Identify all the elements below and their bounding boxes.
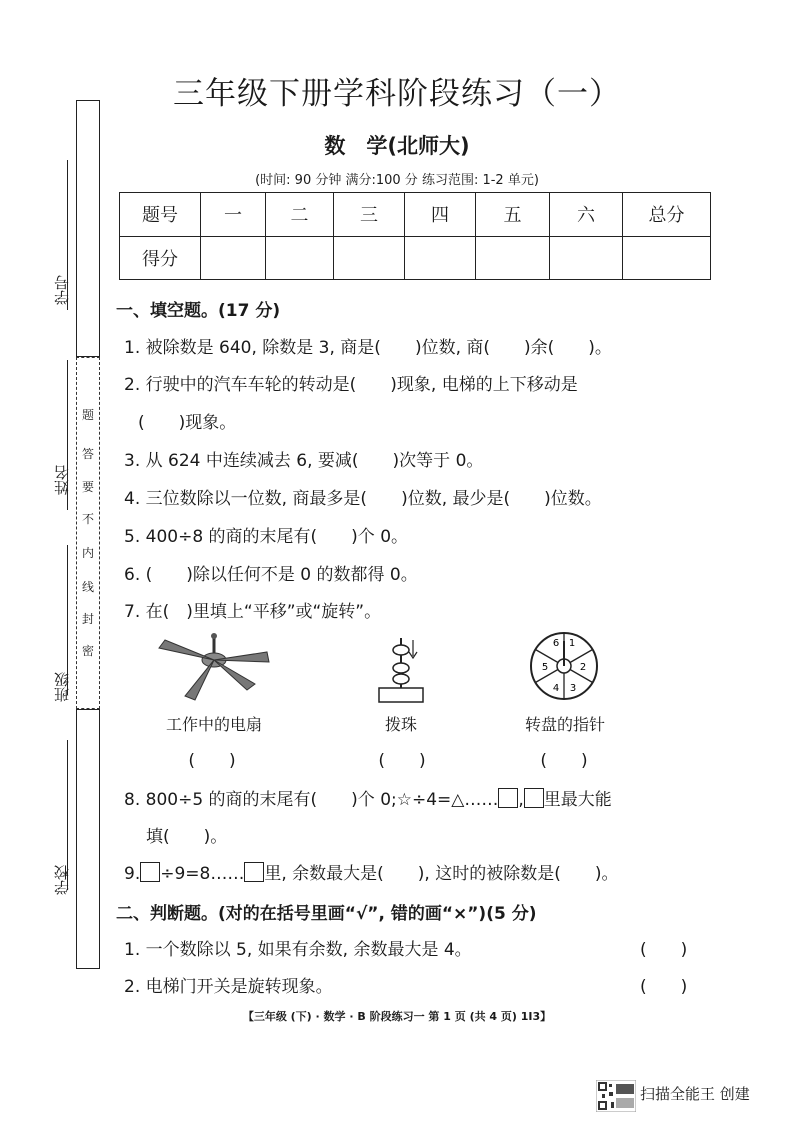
seal-char: 题 <box>81 408 94 422</box>
qr-code-icon <box>596 1080 636 1112</box>
seal-char: 线 <box>81 580 94 594</box>
seal-char: 封 <box>81 612 94 626</box>
answer-paren-fan[interactable]: ( ) <box>188 751 236 771</box>
blank-square[interactable] <box>524 788 544 808</box>
table-cell: 三 <box>334 193 405 237</box>
section1-heading: 一、填空题。(17 分) <box>116 301 281 321</box>
question-1-2: 2. 行驶中的汽车车轮的转动是( )现象, 电梯的上下移动是 <box>124 375 578 395</box>
question-2-1: 1. 一个数除以 5, 如果有余数, 余数最大是 4。 <box>124 940 472 960</box>
question-1-8-comma: , <box>518 790 524 810</box>
question-1-2-cont: ( )现象。 <box>138 413 237 433</box>
answer-paren-2-2[interactable]: ( ) <box>640 977 688 997</box>
score-cell[interactable] <box>476 236 550 280</box>
answer-paren-spinner[interactable]: ( ) <box>540 751 588 771</box>
section2-heading: 二、判断题。(对的在括号里画“√”, 错的画“×”)(5 分) <box>116 904 537 924</box>
question-1-7: 7. 在( )里填上“平移”或“旋转”。 <box>124 602 382 622</box>
student-no-label: 学号 <box>53 275 71 305</box>
table-cell: 题号 <box>120 193 201 237</box>
exam-note: (时间: 90 分钟 满分:100 分 练习范围: 1-2 单元) <box>255 173 539 188</box>
question-1-9-tail: 里, 余数最大是( ), 这时的被除数是( )。 <box>264 864 619 884</box>
question-1-8-cont: 填( )。 <box>146 827 228 847</box>
picture-label-fan: 工作中的电扇 <box>165 715 262 734</box>
question-1-8-tail: 里最大能 <box>543 790 612 810</box>
wheel-number: 3 <box>569 683 577 694</box>
score-cell[interactable] <box>405 236 476 280</box>
class-label: 班级 <box>53 672 71 702</box>
wheel-number: 2 <box>579 662 587 673</box>
school-label: 学校 <box>53 865 71 895</box>
score-table-header-row <box>120 193 711 237</box>
question-1-9-text: ÷9=8…… <box>160 864 245 884</box>
table-cell: 一 <box>201 193 266 237</box>
picture-label-spinner: 转盘的指针 <box>524 715 605 734</box>
answer-paren-abacus[interactable]: ( ) <box>378 751 426 771</box>
subject-title: 数 学(北师大) <box>324 134 470 158</box>
score-cell[interactable] <box>623 236 711 280</box>
score-cell[interactable] <box>334 236 405 280</box>
blank-square[interactable] <box>140 862 160 882</box>
page-title: 三年级下册学科阶段练习（一） <box>173 76 621 112</box>
blank-square[interactable] <box>498 788 518 808</box>
question-1-4: 4. 三位数除以一位数, 商最多是( )位数, 最少是( )位数。 <box>124 489 602 509</box>
question-1-8-text: 8. 800÷5 的商的末尾有( )个 0;☆÷4=△…… <box>124 790 499 810</box>
seal-char: 答 <box>81 447 94 461</box>
table-cell: 四 <box>405 193 476 237</box>
wheel-number: 4 <box>552 683 560 694</box>
ceiling-fan-icon <box>155 632 273 702</box>
seal-char: 不 <box>81 512 94 526</box>
score-cell[interactable] <box>550 236 623 280</box>
score-cell[interactable] <box>266 236 334 280</box>
name-label: 姓名 <box>53 465 71 495</box>
question-1-3: 3. 从 624 中连续减去 6, 要减( )次等于 0。 <box>124 451 484 471</box>
binding-strip-bottom <box>76 709 100 969</box>
seal-char: 要 <box>81 480 94 494</box>
blank-square[interactable] <box>244 862 264 882</box>
table-cell: 二 <box>266 193 334 237</box>
wheel-number: 5 <box>541 662 549 673</box>
question-1-8 <box>124 785 612 810</box>
table-cell: 六 <box>550 193 623 237</box>
score-table-score-row <box>120 236 711 280</box>
score-table <box>119 192 711 280</box>
question-1-5: 5. 400÷8 的商的末尾有( )个 0。 <box>124 527 409 547</box>
wheel-number: 6 <box>552 638 560 649</box>
seal-char: 密 <box>81 644 94 658</box>
question-1-1: 1. 被除数是 640, 除数是 3, 商是( )位数, 商( )余( )。 <box>124 338 612 358</box>
score-cell[interactable] <box>201 236 266 280</box>
seal-char: 内 <box>81 546 94 560</box>
table-cell: 总分 <box>623 193 711 237</box>
question-1-6: 6. ( )除以任何不是 0 的数都得 0。 <box>124 565 418 585</box>
wheel-number: 1 <box>568 638 576 649</box>
question-1-9-number: 9. <box>124 864 141 884</box>
table-cell: 得分 <box>120 236 201 280</box>
abacus-beads-icon <box>376 636 426 706</box>
answer-paren-2-1[interactable]: ( ) <box>640 940 688 960</box>
spinner-wheel-icon <box>528 630 600 702</box>
picture-label-abacus: 拨珠 <box>384 715 417 734</box>
question-2-2: 2. 电梯门开关是旋转现象。 <box>124 977 333 997</box>
table-cell: 五 <box>476 193 550 237</box>
page-footer: 【三年级 (下) · 数学 · B 阶段练习一 第 1 页 (共 4 页) 1I3】 <box>242 1010 552 1023</box>
question-1-9 <box>124 859 619 884</box>
scanner-watermark: 扫描全能王 创建 <box>640 1085 750 1103</box>
